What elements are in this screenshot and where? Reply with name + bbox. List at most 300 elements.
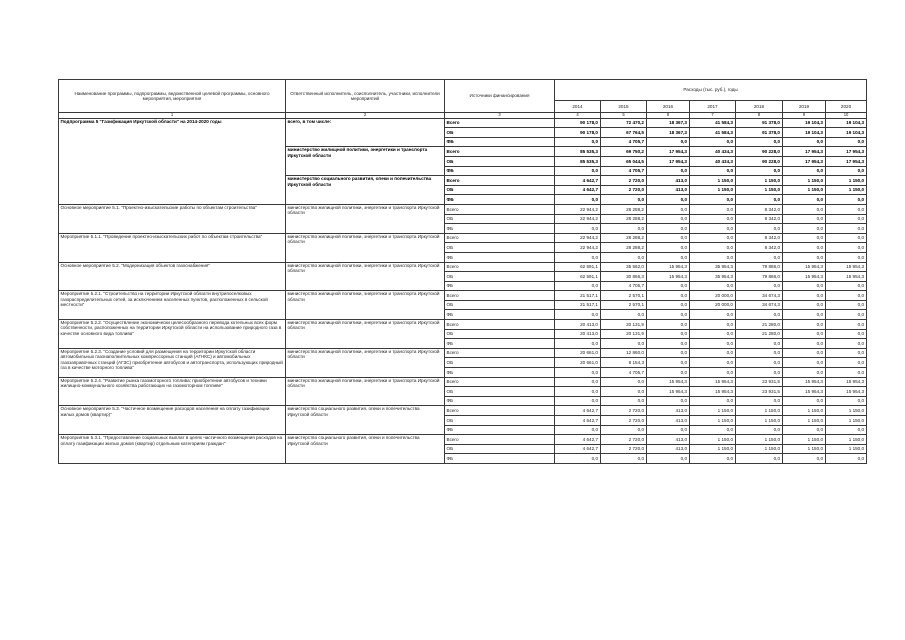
amount-cell: 0,0 [690, 358, 736, 368]
amount-cell: 65 044,5 [601, 156, 647, 166]
funding-source-cell: Всего [445, 176, 555, 186]
amount-cell: 0,0 [690, 425, 736, 435]
amount-cell: 0,0 [690, 310, 736, 320]
header-year: 2017 [690, 101, 736, 113]
amount-cell: 15 954,3 [826, 272, 867, 282]
amount-cell: 15 954,3 [783, 272, 826, 282]
amount-cell: 0,0 [647, 233, 690, 243]
amount-cell: 40 434,3 [690, 147, 736, 157]
amount-cell: 0,0 [783, 425, 826, 435]
amount-cell: 0,0 [647, 454, 690, 464]
header-costs-column: Расходы (тыс. руб.), годы [555, 80, 867, 101]
amount-cell: 0,0 [826, 204, 867, 214]
amount-cell: 2 570,1 [601, 291, 647, 301]
funding-source-cell: ОБ [445, 185, 555, 195]
amount-cell: 15 954,3 [826, 377, 867, 387]
amount-cell: 20 000,0 [690, 300, 736, 310]
amount-cell: 0,0 [647, 396, 690, 406]
amount-cell: 1 150,0 [826, 416, 867, 426]
amount-cell: 0,0 [826, 166, 867, 176]
amount-cell: 0,0 [783, 224, 826, 234]
amount-cell: 85 535,3 [555, 156, 601, 166]
amount-cell: 0,0 [555, 166, 601, 176]
program-name-cell: Подпрограмма 5 "Газификация Иркутской области" на 2014-2020 годы [59, 118, 286, 204]
funding-source-cell: ОБ [445, 300, 555, 310]
amount-cell: 1 150,0 [826, 444, 867, 454]
amount-cell: 1 150,0 [736, 185, 783, 195]
program-name-cell: Основное мероприятие 5.1. "Проектно-изыскательские работы по объектам строительства" [59, 204, 286, 233]
amount-cell: 0,0 [647, 310, 690, 320]
amount-cell: 90 178,0 [555, 128, 601, 138]
program-block [59, 377, 867, 406]
program-name-cell: Основное мероприятие 5.3. "Частичное возмещение расходов населения на оплату газификации жилых домов (квартир)" [59, 406, 286, 435]
funding-source-cell: ОБ [445, 156, 555, 166]
amount-cell: 0,0 [736, 368, 783, 378]
amount-cell: 35 562,0 [601, 262, 647, 272]
amount-cell: 0,0 [690, 348, 736, 358]
amount-cell: 20 000,0 [690, 291, 736, 301]
amount-cell: 0,0 [783, 358, 826, 368]
amount-cell: 0,0 [555, 454, 601, 464]
funding-source-cell: Всего [445, 233, 555, 243]
amount-cell: 0,0 [783, 368, 826, 378]
funding-source-cell: ФБ [445, 368, 555, 378]
amount-cell: 0,0 [555, 252, 601, 262]
amount-cell: 17 954,3 [826, 147, 867, 157]
amount-cell: 15 954,3 [690, 377, 736, 387]
amount-cell: 15 954,3 [826, 262, 867, 272]
amount-cell: 0,0 [647, 358, 690, 368]
amount-cell: 15 954,3 [783, 262, 826, 272]
table-row [59, 377, 867, 387]
budget-table [58, 79, 867, 464]
amount-cell: 21 517,1 [555, 300, 601, 310]
amount-cell: 19 104,3 [783, 118, 826, 128]
amount-cell: 15 954,3 [826, 387, 867, 397]
executor-cell: министерство жилищной политики, энергетики и транспорта Иркутской области [286, 262, 445, 291]
amount-cell: 90 228,0 [736, 147, 783, 157]
amount-cell: 0,0 [555, 396, 601, 406]
funding-source-cell: ОБ [445, 416, 555, 426]
amount-cell: 4 705,7 [601, 281, 647, 291]
amount-cell: 0,0 [690, 233, 736, 243]
funding-source-cell: Всего [445, 320, 555, 330]
amount-cell: 2 720,0 [601, 444, 647, 454]
header-year: 2016 [647, 101, 690, 113]
amount-cell: 0,0 [783, 281, 826, 291]
amount-cell: 0,0 [555, 310, 601, 320]
amount-cell: 0,0 [690, 224, 736, 234]
amount-cell: 41 584,3 [690, 118, 736, 128]
amount-cell: 0,0 [601, 252, 647, 262]
amount-cell: 0,0 [826, 358, 867, 368]
amount-cell: 90 178,0 [555, 118, 601, 128]
amount-cell: 0,0 [647, 204, 690, 214]
amount-cell: 22 944,2 [555, 204, 601, 214]
amount-cell: 67 764,5 [601, 128, 647, 138]
column-index: 2 [286, 113, 445, 119]
amount-cell: 4 642,7 [555, 176, 601, 186]
amount-cell: 0,0 [601, 195, 647, 205]
amount-cell: 0,0 [690, 329, 736, 339]
amount-cell: 22 944,2 [555, 233, 601, 243]
program-name-cell: Мероприятие 5.2.2. "Осуществление экономически целесообразного перевода котельных всех форм собственности, расположенных на территории Иркутской области на использование природного газа в качестве основного вида топлива" [59, 320, 286, 349]
amount-cell: 0,0 [783, 454, 826, 464]
funding-source-cell: ФБ [445, 396, 555, 406]
funding-source-cell: ОБ [445, 329, 555, 339]
amount-cell: 0,0 [647, 368, 690, 378]
amount-cell: 0,0 [736, 358, 783, 368]
amount-cell: 15 954,3 [783, 387, 826, 397]
amount-cell: 0,0 [647, 243, 690, 253]
executor-cell: министерство жилищной политики, энергетики и транспорта Иркутской области [286, 320, 445, 349]
amount-cell: 79 886,0 [736, 272, 783, 282]
amount-cell: 28 288,2 [601, 243, 647, 253]
amount-cell: 1 150,0 [736, 435, 783, 445]
amount-cell: 2 570,1 [601, 300, 647, 310]
amount-cell: 8 342,0 [736, 233, 783, 243]
funding-source-cell: Всего [445, 406, 555, 416]
funding-source-cell: ФБ [445, 454, 555, 464]
amount-cell: 0,0 [601, 396, 647, 406]
column-index: 5 [601, 113, 647, 119]
amount-cell: 0,0 [826, 137, 867, 147]
amount-cell: 0,0 [647, 137, 690, 147]
amount-cell: 1 150,0 [736, 406, 783, 416]
column-index: 1 [59, 113, 286, 119]
amount-cell: 0,0 [736, 348, 783, 358]
amount-cell: 0,0 [647, 214, 690, 224]
amount-cell: 21 280,0 [736, 320, 783, 330]
header-year: 2019 [783, 101, 826, 113]
amount-cell: 17 954,3 [647, 156, 690, 166]
amount-cell: 85 535,3 [555, 147, 601, 157]
amount-cell: 0,0 [555, 281, 601, 291]
amount-cell: 4 642,7 [555, 444, 601, 454]
program-name-cell: Основное мероприятие 5.2. "Модернизация объектов газоснабжения" [59, 262, 286, 291]
amount-cell: 28 288,2 [601, 214, 647, 224]
amount-cell: 1 150,0 [690, 176, 736, 186]
amount-cell: 8 342,0 [736, 204, 783, 214]
executor-cell: министерство жилищной политики, энергетики и транспорта Иркутской области [286, 147, 445, 176]
amount-cell: 0,0 [826, 310, 867, 320]
amount-cell: 0,0 [736, 454, 783, 464]
executor-cell: министерство жилищной политики, энергетики и транспорта Иркутской области [286, 348, 445, 377]
amount-cell: 0,0 [647, 166, 690, 176]
amount-cell: 0,0 [690, 368, 736, 378]
table-row [59, 118, 867, 128]
amount-cell: 413,0 [647, 176, 690, 186]
funding-source-cell: ОБ [445, 272, 555, 282]
amount-cell: 15 954,3 [647, 377, 690, 387]
amount-cell: 0,0 [736, 252, 783, 262]
amount-cell: 0,0 [601, 224, 647, 234]
amount-cell: 21 280,0 [736, 329, 783, 339]
amount-cell: 0,0 [826, 396, 867, 406]
amount-cell: 1 150,0 [826, 435, 867, 445]
amount-cell: 0,0 [647, 425, 690, 435]
amount-cell: 0,0 [555, 224, 601, 234]
amount-cell: 35 954,3 [690, 272, 736, 282]
amount-cell: 2 720,0 [601, 435, 647, 445]
amount-cell: 0,0 [783, 320, 826, 330]
amount-cell: 20 131,9 [601, 329, 647, 339]
header-year: 2014 [555, 101, 601, 113]
amount-cell: 0,0 [647, 252, 690, 262]
amount-cell: 0,0 [783, 348, 826, 358]
table-row [59, 348, 867, 358]
amount-cell: 0,0 [736, 137, 783, 147]
amount-cell: 1 150,0 [783, 444, 826, 454]
amount-cell: 1 150,0 [736, 416, 783, 426]
program-block [59, 406, 867, 435]
funding-source-cell: ФБ [445, 281, 555, 291]
amount-cell: 17 954,3 [647, 147, 690, 157]
funding-source-cell: ОБ [445, 387, 555, 397]
amount-cell: 0,0 [826, 233, 867, 243]
amount-cell: 8 342,0 [736, 243, 783, 253]
funding-source-cell: Всего [445, 204, 555, 214]
amount-cell: 20 661,0 [555, 348, 601, 358]
amount-cell: 15 954,3 [647, 387, 690, 397]
amount-cell: 0,0 [736, 310, 783, 320]
amount-cell: 4 705,7 [601, 368, 647, 378]
amount-cell: 0,0 [555, 195, 601, 205]
amount-cell: 0,0 [783, 243, 826, 253]
amount-cell: 0,0 [736, 166, 783, 176]
amount-cell: 4 705,7 [601, 137, 647, 147]
amount-cell: 0,0 [647, 300, 690, 310]
amount-cell: 0,0 [690, 281, 736, 291]
amount-cell: 1 150,0 [690, 444, 736, 454]
amount-cell: 0,0 [555, 377, 601, 387]
amount-cell: 413,0 [647, 444, 690, 454]
program-block [59, 233, 867, 262]
amount-cell: 0,0 [601, 310, 647, 320]
amount-cell: 0,0 [690, 339, 736, 349]
amount-cell: 28 288,2 [601, 233, 647, 243]
funding-source-cell: Всего [445, 348, 555, 358]
amount-cell: 0,0 [601, 387, 647, 397]
table-row [59, 204, 867, 214]
header-year: 2020 [826, 101, 867, 113]
amount-cell: 0,0 [783, 300, 826, 310]
amount-cell: 0,0 [826, 368, 867, 378]
amount-cell: 0,0 [783, 137, 826, 147]
amount-cell: 0,0 [647, 224, 690, 234]
amount-cell: 0,0 [826, 252, 867, 262]
amount-cell: 28 288,2 [601, 204, 647, 214]
program-block [59, 348, 867, 377]
amount-cell: 0,0 [783, 166, 826, 176]
amount-cell: 4 642,7 [555, 416, 601, 426]
amount-cell: 0,0 [826, 425, 867, 435]
amount-cell: 0,0 [826, 329, 867, 339]
amount-cell: 0,0 [736, 339, 783, 349]
amount-cell: 1 150,0 [783, 435, 826, 445]
amount-cell: 4 642,7 [555, 185, 601, 195]
amount-cell: 20 413,0 [555, 320, 601, 330]
amount-cell: 0,0 [690, 243, 736, 253]
amount-cell: 1 150,0 [690, 435, 736, 445]
amount-cell: 0,0 [826, 291, 867, 301]
column-index: 3 [445, 113, 555, 119]
amount-cell: 40 434,3 [690, 156, 736, 166]
amount-cell: 1 150,0 [736, 176, 783, 186]
amount-cell: 19 104,3 [783, 128, 826, 138]
amount-cell: 0,0 [826, 195, 867, 205]
amount-cell: 20 131,9 [601, 320, 647, 330]
funding-source-cell: ФБ [445, 137, 555, 147]
amount-cell: 0,0 [690, 214, 736, 224]
funding-source-cell: ФБ [445, 252, 555, 262]
amount-cell: 20 413,0 [555, 329, 601, 339]
amount-cell: 17 954,3 [826, 156, 867, 166]
funding-source-cell: Всего [445, 291, 555, 301]
program-name-cell: Мероприятие 5.1.1. "Проведение проектно-изыскательских работ по объектам строительства" [59, 233, 286, 262]
amount-cell: 15 954,3 [647, 272, 690, 282]
program-name-cell: Мероприятие 5.2.4. "Развитие рынка газомоторного топлива: приобретение автобусов и техники жилищно-коммунального хозяйства работающих на газомоторном топливе" [59, 377, 286, 406]
amount-cell: 1 150,0 [690, 406, 736, 416]
table-row [59, 233, 867, 243]
amount-cell: 1 150,0 [826, 185, 867, 195]
funding-source-cell: ФБ [445, 339, 555, 349]
funding-source-cell: ФБ [445, 224, 555, 234]
amount-cell: 79 886,0 [736, 262, 783, 272]
funding-source-cell: ФБ [445, 195, 555, 205]
executor-cell: министерство жилищной политики, энергетики и транспорта Иркутской области [286, 233, 445, 262]
amount-cell: 1 150,0 [690, 185, 736, 195]
executor-cell: министерство жилищной политики, энергетики и транспорта Иркутской области [286, 204, 445, 233]
amount-cell: 23 931,5 [736, 387, 783, 397]
funding-source-cell: Всего [445, 147, 555, 157]
amount-cell: 0,0 [690, 204, 736, 214]
table-row [59, 406, 867, 416]
amount-cell: 18 367,3 [647, 118, 690, 128]
amount-cell: 1 150,0 [783, 416, 826, 426]
amount-cell: 0,0 [647, 329, 690, 339]
amount-cell: 22 944,2 [555, 214, 601, 224]
amount-cell: 0,0 [826, 224, 867, 234]
amount-cell: 0,0 [783, 339, 826, 349]
column-index: 8 [736, 113, 783, 119]
program-block [59, 204, 867, 233]
amount-cell: 22 944,2 [555, 243, 601, 253]
amount-cell: 0,0 [783, 310, 826, 320]
amount-cell: 12 860,0 [601, 348, 647, 358]
amount-cell: 0,0 [826, 243, 867, 253]
amount-cell: 0,0 [783, 396, 826, 406]
table-row [59, 262, 867, 272]
header-source-column: Источники финансирования [445, 80, 555, 113]
program-block [59, 118, 867, 204]
amount-cell: 0,0 [647, 320, 690, 330]
amount-cell: 1 150,0 [783, 406, 826, 416]
amount-cell: 1 150,0 [736, 444, 783, 454]
program-block [59, 435, 867, 464]
amount-cell: 0,0 [601, 454, 647, 464]
amount-cell: 0,0 [647, 348, 690, 358]
executor-cell: министерство жилищной политики, энергетики и транспорта Иркутской области [286, 291, 445, 320]
amount-cell: 413,0 [647, 416, 690, 426]
amount-cell: 69 750,2 [601, 147, 647, 157]
header-year: 2018 [736, 101, 783, 113]
header-name-column: Наименование программы, подпрограммы, ведомственной целевой программы, основного мероприятия, мероприятия [59, 80, 286, 113]
amount-cell: 34 674,3 [736, 300, 783, 310]
amount-cell: 0,0 [826, 454, 867, 464]
amount-cell: 0,0 [736, 224, 783, 234]
funding-source-cell: ФБ [445, 425, 555, 435]
amount-cell: 0,0 [826, 348, 867, 358]
amount-cell: 0,0 [783, 291, 826, 301]
table-row [59, 435, 867, 445]
amount-cell: 8 342,0 [736, 214, 783, 224]
amount-cell: 91 378,0 [736, 128, 783, 138]
amount-cell: 8 154,3 [601, 358, 647, 368]
program-block [59, 291, 867, 320]
amount-cell: 34 674,3 [736, 291, 783, 301]
program-block [59, 262, 867, 291]
funding-source-cell: ОБ [445, 214, 555, 224]
amount-cell: 0,0 [690, 454, 736, 464]
amount-cell: 0,0 [555, 137, 601, 147]
amount-cell: 62 591,1 [555, 272, 601, 282]
amount-cell: 413,0 [647, 435, 690, 445]
amount-cell: 413,0 [647, 406, 690, 416]
funding-source-cell: ОБ [445, 358, 555, 368]
executor-cell: министерство социального развития, опеки и попечительства Иркутской области [286, 406, 445, 435]
amount-cell: 19 104,3 [826, 118, 867, 128]
amount-cell: 0,0 [647, 195, 690, 205]
amount-cell: 2 720,0 [601, 176, 647, 186]
column-index: 9 [783, 113, 826, 119]
amount-cell: 0,0 [783, 252, 826, 262]
amount-cell: 0,0 [690, 396, 736, 406]
amount-cell: 0,0 [736, 425, 783, 435]
amount-cell: 0,0 [601, 425, 647, 435]
header-executor-column: Ответственный исполнитель, соисполнитель, участники, исполнители мероприятий [286, 80, 445, 113]
amount-cell: 18 367,3 [647, 128, 690, 138]
amount-cell: 0,0 [555, 368, 601, 378]
amount-cell: 30 856,3 [601, 272, 647, 282]
amount-cell: 0,0 [736, 281, 783, 291]
program-name-cell: Мероприятие 5.3.1. "Предоставление социальных выплат в целях частичного возмещения расходов на оплату газификации жилых домов (квартир) отдельным категориям граждан" [59, 435, 286, 464]
amount-cell: 0,0 [783, 329, 826, 339]
amount-cell: 0,0 [826, 214, 867, 224]
table-row [59, 291, 867, 301]
amount-cell: 0,0 [647, 339, 690, 349]
amount-cell: 0,0 [690, 320, 736, 330]
amount-cell: 2 720,0 [601, 416, 647, 426]
funding-source-cell: ФБ [445, 310, 555, 320]
amount-cell: 41 584,3 [690, 128, 736, 138]
amount-cell: 15 954,3 [647, 262, 690, 272]
amount-cell: 4 705,7 [601, 166, 647, 176]
column-index: 4 [555, 113, 601, 119]
amount-cell: 0,0 [783, 214, 826, 224]
column-index: 6 [647, 113, 690, 119]
program-name-cell: Мероприятие 5.2.1. "Строительство на территории Иркутской области внутрипоселковых газораспределительных сетей, за исключением населенных пунктов, расположенных в сельской местности" [59, 291, 286, 320]
amount-cell: 0,0 [736, 195, 783, 205]
amount-cell: 35 954,3 [690, 262, 736, 272]
funding-source-cell: ОБ [445, 128, 555, 138]
table-row [59, 320, 867, 330]
amount-cell: 0,0 [647, 281, 690, 291]
amount-cell: 91 378,0 [736, 118, 783, 128]
amount-cell: 15 954,3 [690, 387, 736, 397]
funding-source-cell: ОБ [445, 444, 555, 454]
amount-cell: 1 150,0 [690, 416, 736, 426]
